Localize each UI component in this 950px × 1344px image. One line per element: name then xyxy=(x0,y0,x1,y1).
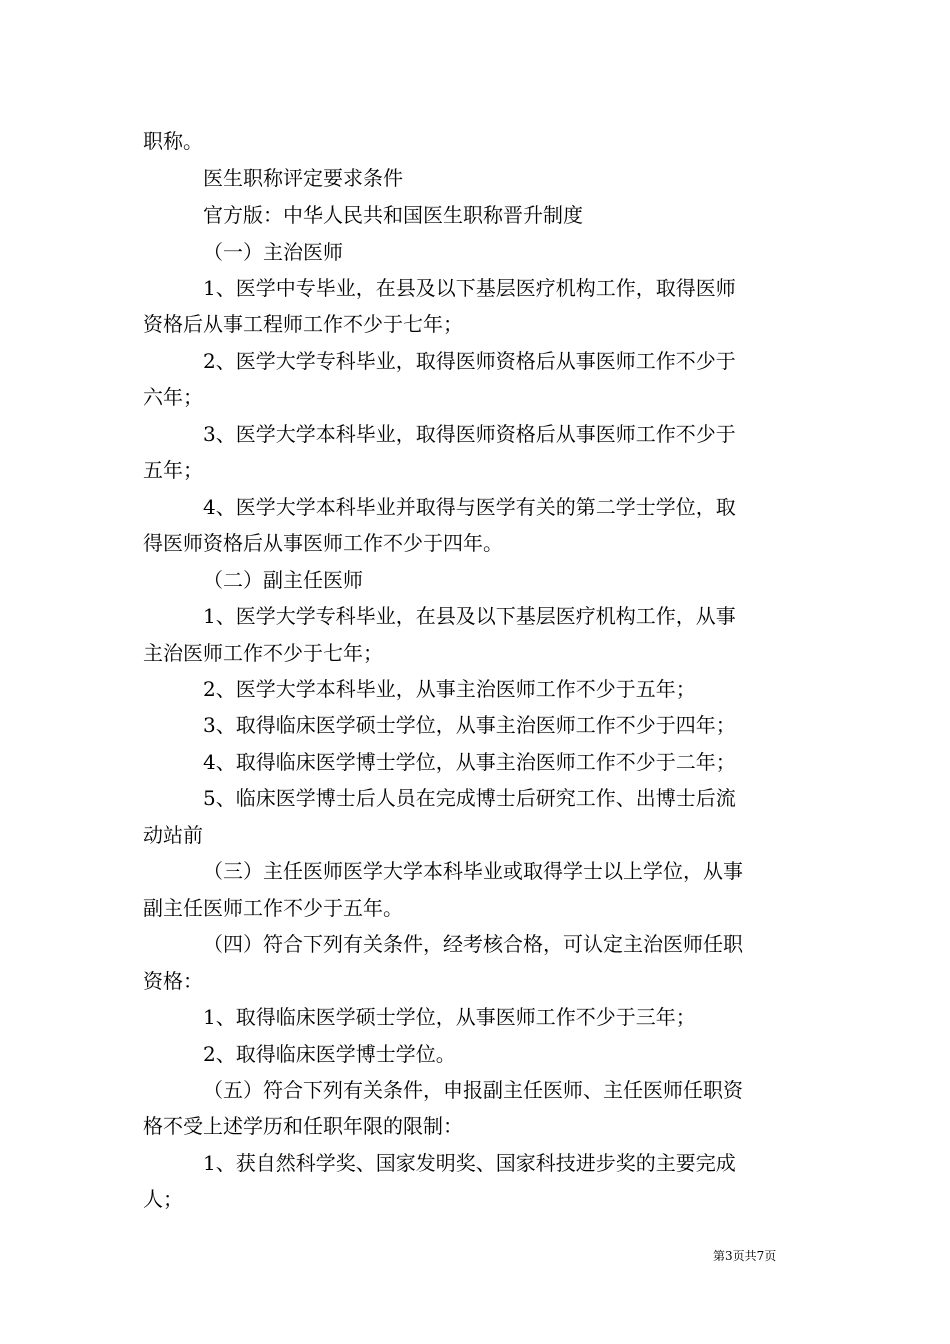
text-line: 3、取得临床医学硕士学位，从事主治医师工作不少于四年； xyxy=(203,713,736,737)
page-footer: 第3页共7页 xyxy=(713,1249,777,1263)
text-line: 1、医学大学专科毕业，在县及以下基层医疗机构工作，从事 xyxy=(203,604,736,628)
text-line: 人； xyxy=(143,1187,183,1211)
section-heading: （一）主治医师 xyxy=(203,240,343,264)
section-heading: （二）副主任医师 xyxy=(203,568,363,592)
text-line: 3、医学大学本科毕业，取得医师资格后从事医师工作不少于 xyxy=(203,422,736,446)
text-line: 得医师资格后从事医师工作不少于四年。 xyxy=(143,531,503,555)
section-heading: （五）符合下列有关条件，申报副主任医师、主任医师任职资 xyxy=(203,1078,743,1102)
heading-line: 医生职称评定要求条件 xyxy=(203,166,403,190)
text-line: 动站前 xyxy=(143,823,203,847)
text-line: 5、临床医学博士后人员在完成博士后研究工作、出博士后流 xyxy=(203,786,736,810)
text-line: 五年； xyxy=(143,458,203,482)
text-line: 副主任医师工作不少于五年。 xyxy=(143,896,403,920)
text-line: 4、医学大学本科毕业并取得与医学有关的第二学士学位，取 xyxy=(203,495,736,519)
text-line: 资格后从事工程师工作不少于七年； xyxy=(143,312,463,336)
text-line: 1、获自然科学奖、国家发明奖、国家科技进步奖的主要完成 xyxy=(203,1151,736,1175)
section-heading: （四）符合下列有关条件，经考核合格，可认定主治医师任职 xyxy=(203,932,743,956)
heading-line: 官方版：中华人民共和国医生职称晋升制度 xyxy=(203,203,583,227)
section-heading: （三）主任医师医学大学本科毕业或取得学士以上学位，从事 xyxy=(203,859,743,883)
text-line: 2、医学大学专科毕业，取得医师资格后从事医师工作不少于 xyxy=(203,349,736,373)
text-line: 1、医学中专毕业，在县及以下基层医疗机构工作，取得医师 xyxy=(203,276,736,300)
text-line: 资格： xyxy=(143,969,203,993)
text-line: 职称。 xyxy=(143,129,203,153)
text-line: 4、取得临床医学博士学位，从事主治医师工作不少于二年； xyxy=(203,750,736,774)
text-line: 六年； xyxy=(143,385,203,409)
text-line: 格不受上述学历和任职年限的限制： xyxy=(143,1114,463,1138)
text-line: 2、医学大学本科毕业，从事主治医师工作不少于五年； xyxy=(203,677,696,701)
text-line: 2、取得临床医学博士学位。 xyxy=(203,1042,456,1066)
text-line: 主治医师工作不少于七年； xyxy=(143,641,383,665)
text-line: 1、取得临床医学硕士学位，从事医师工作不少于三年； xyxy=(203,1005,696,1029)
